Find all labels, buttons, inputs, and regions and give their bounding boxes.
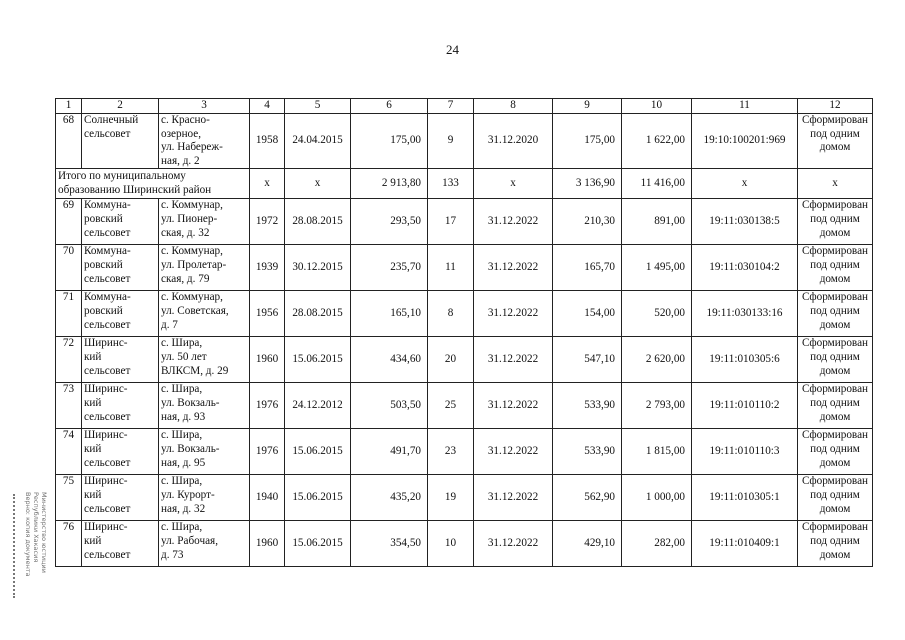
status-cell: Сформирован под одним домом — [798, 429, 873, 475]
people-cell: 9 — [428, 114, 474, 169]
row-number-cell: 72 — [56, 337, 82, 383]
cadastre-cell: 19:11:010110:3 — [692, 429, 798, 475]
table-row — [56, 114, 873, 169]
deadline-cell: 31.12.2022 — [474, 383, 553, 429]
cost-cell: 1 815,00 — [622, 429, 692, 475]
people-cell: 23 — [428, 429, 474, 475]
date-cell: 28.08.2015 — [285, 291, 351, 337]
table-header-row — [56, 99, 873, 114]
date-cell: x — [285, 169, 351, 199]
cost-cell: 520,00 — [622, 291, 692, 337]
area-cell: 235,70 — [351, 245, 428, 291]
address-cell: с. Шира, ул. Вокзаль- ная, д. 93 — [159, 383, 250, 429]
table-row — [56, 337, 873, 383]
address-cell: с. Шира, ул. Рабочая, д. 73 — [159, 521, 250, 567]
status-cell: Сформирован под одним домом — [798, 475, 873, 521]
row-number-cell: 75 — [56, 475, 82, 521]
cost-cell: 11 416,00 — [622, 169, 692, 199]
year-cell: x — [250, 169, 285, 199]
settlement-cell: Коммуна- ровский сельсовет — [82, 291, 159, 337]
settlement-cell: Ширинс- кий сельсовет — [82, 337, 159, 383]
area2-cell: 3 136,90 — [553, 169, 622, 199]
total-label-cell: Итого по муниципальному образованию Ширинский район — [56, 169, 250, 199]
area-cell: 434,60 — [351, 337, 428, 383]
cost-cell: 1 622,00 — [622, 114, 692, 169]
cadastre-cell: 19:10:100201:969 — [692, 114, 798, 169]
address-cell: с. Шира, ул. Курорт- ная, д. 32 — [159, 475, 250, 521]
area-cell: 165,10 — [351, 291, 428, 337]
deadline-cell: x — [474, 169, 553, 199]
date-cell: 15.06.2015 — [285, 475, 351, 521]
settlement-cell: Коммуна- ровский сельсовет — [82, 199, 159, 245]
address-cell: с. Красно- озерное, ул. Набереж- ная, д. 2 — [159, 114, 250, 169]
settlement-cell: Ширинс- кий сельсовет — [82, 429, 159, 475]
deadline-cell: 31.12.2022 — [474, 337, 553, 383]
date-cell: 24.04.2015 — [285, 114, 351, 169]
address-cell: с. Коммунар, ул. Пролетар- ская, д. 79 — [159, 245, 250, 291]
total-row — [56, 169, 873, 199]
settlement-cell: Ширинс- кий сельсовет — [82, 475, 159, 521]
header-cell: 7 — [428, 99, 474, 114]
table-row — [56, 383, 873, 429]
cost-cell: 1 000,00 — [622, 475, 692, 521]
area2-cell: 533,90 — [553, 429, 622, 475]
deadline-cell: 31.12.2022 — [474, 291, 553, 337]
area-cell: 2 913,80 — [351, 169, 428, 199]
address-cell: с. Коммунар, ул. Пионер- ская, д. 32 — [159, 199, 250, 245]
cadastre-cell: 19:11:010110:2 — [692, 383, 798, 429]
table-row — [56, 521, 873, 567]
status-cell: Сформирован под одним домом — [798, 337, 873, 383]
year-cell: 1960 — [250, 521, 285, 567]
row-number-cell: 71 — [56, 291, 82, 337]
area2-cell: 547,10 — [553, 337, 622, 383]
date-cell: 28.08.2015 — [285, 199, 351, 245]
row-number-cell: 68 — [56, 114, 82, 169]
people-cell: 19 — [428, 475, 474, 521]
page-number: 24 — [446, 42, 459, 57]
deadline-cell: 31.12.2022 — [474, 521, 553, 567]
table-row — [56, 199, 873, 245]
year-cell: 1939 — [250, 245, 285, 291]
stamp-text: Министерство юстиции Республики Хакасия Верно: копия документа — [24, 492, 48, 577]
year-cell: 1972 — [250, 199, 285, 245]
table-row — [56, 291, 873, 337]
people-cell: 11 — [428, 245, 474, 291]
deadline-cell: 31.12.2022 — [474, 429, 553, 475]
housing-registry-table — [55, 98, 873, 567]
year-cell: 1956 — [250, 291, 285, 337]
deadline-cell: 31.12.2022 — [474, 245, 553, 291]
cadastre-cell: 19:11:030138:5 — [692, 199, 798, 245]
date-cell: 15.06.2015 — [285, 521, 351, 567]
status-cell: Сформирован под одним домом — [798, 521, 873, 567]
year-cell: 1976 — [250, 429, 285, 475]
area2-cell: 210,30 — [553, 199, 622, 245]
year-cell: 1958 — [250, 114, 285, 169]
area-cell: 293,50 — [351, 199, 428, 245]
header-cell: 6 — [351, 99, 428, 114]
settlement-cell: Солнечный сельсовет — [82, 114, 159, 169]
cadastre-cell: 19:11:030104:2 — [692, 245, 798, 291]
settlement-cell: Ширинс- кий сельсовет — [82, 383, 159, 429]
area2-cell: 175,00 — [553, 114, 622, 169]
year-cell: 1976 — [250, 383, 285, 429]
status-cell: Сформирован под одним домом — [798, 199, 873, 245]
people-cell: 25 — [428, 383, 474, 429]
people-cell: 20 — [428, 337, 474, 383]
row-number-cell: 69 — [56, 199, 82, 245]
address-cell: с. Шира, ул. 50 лет ВЛКСМ, д. 29 — [159, 337, 250, 383]
status-cell: Сформирован под одним домом — [798, 383, 873, 429]
area-cell: 354,50 — [351, 521, 428, 567]
row-number-cell: 76 — [56, 521, 82, 567]
official-stamp — [12, 492, 48, 602]
status-cell: Сформирован под одним домом — [798, 114, 873, 169]
header-cell: 5 — [285, 99, 351, 114]
cadastre-cell: 19:11:010305:6 — [692, 337, 798, 383]
status-cell: Сформирован под одним домом — [798, 291, 873, 337]
header-cell: 9 — [553, 99, 622, 114]
cadastre-cell: 19:11:030133:16 — [692, 291, 798, 337]
status-cell: Сформирован под одним домом — [798, 245, 873, 291]
row-number-cell: 74 — [56, 429, 82, 475]
cost-cell: 2 793,00 — [622, 383, 692, 429]
people-cell: 17 — [428, 199, 474, 245]
header-cell: 2 — [82, 99, 159, 114]
people-cell: 8 — [428, 291, 474, 337]
address-cell: с. Шира, ул. Вокзаль- ная, д. 95 — [159, 429, 250, 475]
area2-cell: 154,00 — [553, 291, 622, 337]
area-cell: 175,00 — [351, 114, 428, 169]
address-cell: с. Коммунар, ул. Советская, д. 7 — [159, 291, 250, 337]
table-row — [56, 245, 873, 291]
date-cell: 30.12.2015 — [285, 245, 351, 291]
area2-cell: 533,90 — [553, 383, 622, 429]
year-cell: 1960 — [250, 337, 285, 383]
area-cell: 503,50 — [351, 383, 428, 429]
table-row — [56, 429, 873, 475]
people-cell: 10 — [428, 521, 474, 567]
date-cell: 15.06.2015 — [285, 337, 351, 383]
table-row — [56, 475, 873, 521]
deadline-cell: 31.12.2020 — [474, 114, 553, 169]
area2-cell: 165,70 — [553, 245, 622, 291]
cost-cell: 2 620,00 — [622, 337, 692, 383]
cadastre-cell: 19:11:010305:1 — [692, 475, 798, 521]
cost-cell: 282,00 — [622, 521, 692, 567]
area2-cell: 562,90 — [553, 475, 622, 521]
header-cell: 4 — [250, 99, 285, 114]
header-cell: 12 — [798, 99, 873, 114]
row-number-cell: 73 — [56, 383, 82, 429]
header-cell: 3 — [159, 99, 250, 114]
date-cell: 24.12.2012 — [285, 383, 351, 429]
cost-cell: 1 495,00 — [622, 245, 692, 291]
deadline-cell: 31.12.2022 — [474, 475, 553, 521]
header-cell: 10 — [622, 99, 692, 114]
date-cell: 15.06.2015 — [285, 429, 351, 475]
header-cell: 1 — [56, 99, 82, 114]
people-cell: 133 — [428, 169, 474, 199]
header-cell: 11 — [692, 99, 798, 114]
settlement-cell: Коммуна- ровский сельсовет — [82, 245, 159, 291]
row-number-cell: 70 — [56, 245, 82, 291]
cadastre-cell: 19:11:010409:1 — [692, 521, 798, 567]
area-cell: 435,20 — [351, 475, 428, 521]
status-cell: x — [798, 169, 873, 199]
area-cell: 491,70 — [351, 429, 428, 475]
header-cell: 8 — [474, 99, 553, 114]
settlement-cell: Ширинс- кий сельсовет — [82, 521, 159, 567]
area2-cell: 429,10 — [553, 521, 622, 567]
cadastre-cell: x — [692, 169, 798, 199]
cost-cell: 891,00 — [622, 199, 692, 245]
deadline-cell: 31.12.2022 — [474, 199, 553, 245]
year-cell: 1940 — [250, 475, 285, 521]
